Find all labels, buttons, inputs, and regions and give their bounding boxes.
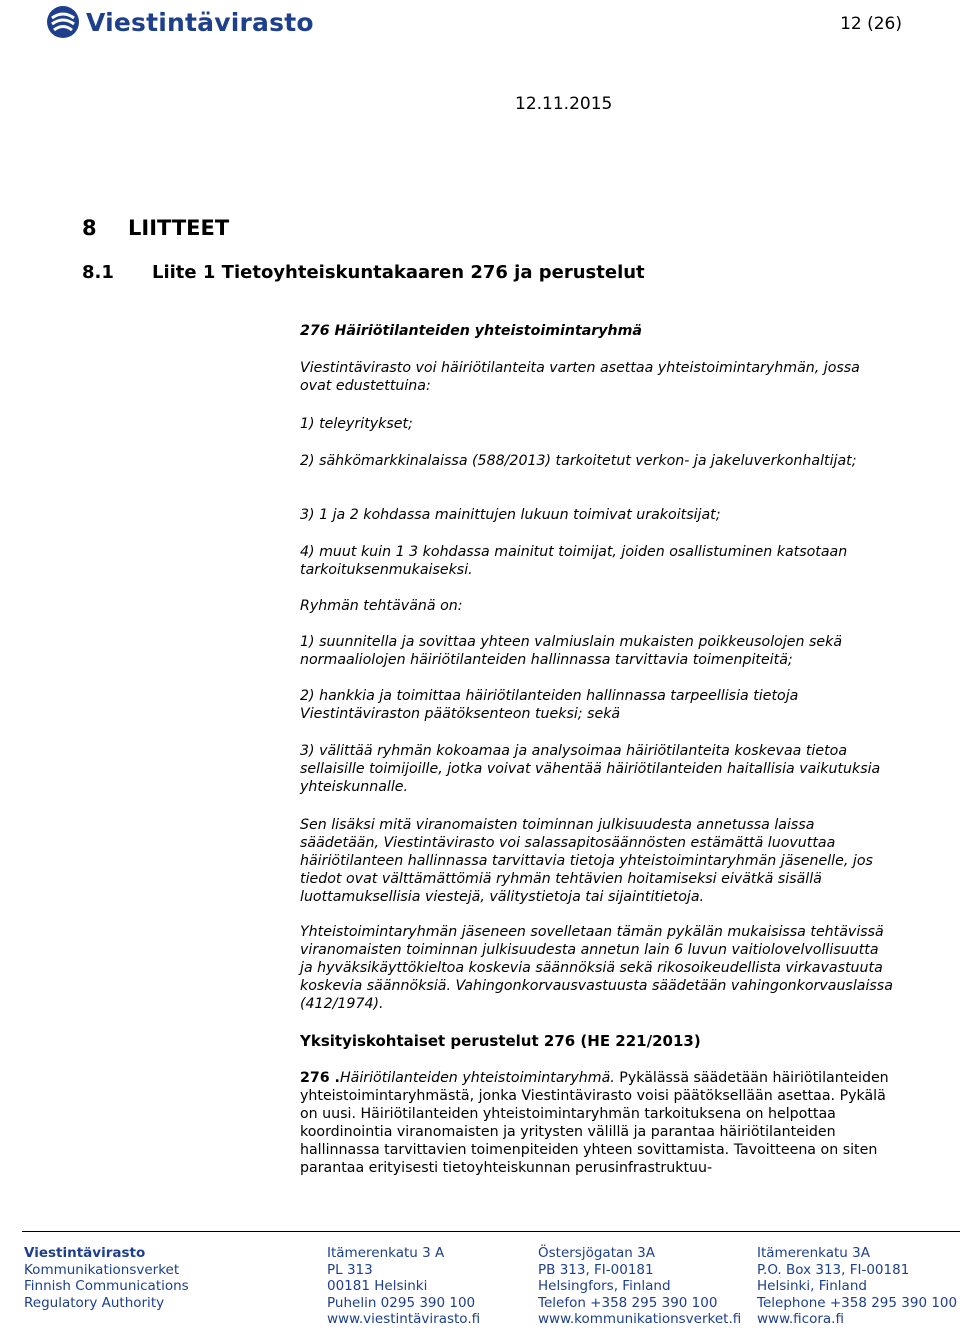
footer-line: Viestintävirasto	[24, 1245, 146, 1261]
footer-line: Itämerenkatu 3 A	[327, 1245, 445, 1261]
section-heading	[82, 216, 229, 240]
subsection-number: 8.1	[82, 262, 114, 283]
law-paragraph-confidentiality: Sen lisäksi mitä viranomaisten toiminnan julkisuudesta annetussa laissa säädetään, Viestintävirasto voi salassapitosäännösten estämättä luovuttaa häiriötilanteen hallinnassa tarvittavia tietoja yhteistoimintaryhmän jäsenelle, jos tiedot ovat välttämättömiä ryhmän tehtävien hoitamiseksi eivätkä sisällä luottamuksellisia viestejä, välitystietoja tai sijaintitietoja.	[300, 817, 873, 905]
footer-line: PB 313, FI-00181	[538, 1261, 654, 1278]
rationale-section-title: Häiriötilanteiden yhteistoimintaryhmä.	[339, 1070, 615, 1086]
footer-divider	[22, 1231, 960, 1232]
section-title: LIITTEET	[128, 216, 230, 240]
law-item-3: 3) 1 ja 2 kohdassa mainittujen lukuun toimivat urakoitsijat;	[300, 507, 721, 523]
footer-line: Helsinki, Finland	[757, 1278, 867, 1294]
footer-line: Puhelin 0295 390 100	[327, 1294, 476, 1311]
footer-website-link[interactable]: www.ficora.fi	[757, 1311, 844, 1327]
law-task-2: 2) hankkia ja toimittaa häiriötilanteiden hallinnassa tarpeellisia tietoja Viestintäviraston päätöksenteon tueksi; sekä	[300, 688, 799, 722]
brand-logo	[46, 4, 314, 40]
law-item-1: 1) teleyritykset;	[300, 416, 413, 432]
footer-line: Kommunikationsverket	[24, 1261, 180, 1278]
footer-column-english	[757, 1245, 957, 1328]
footer-line: P.O. Box 313, FI-00181	[757, 1261, 910, 1278]
footer-line: 00181 Helsinki	[327, 1278, 428, 1294]
logo-text: Viestintävirasto	[86, 7, 314, 37]
law-task-3: 3) välittää ryhmän kokoamaa ja analysoimaa häiriötilanteita koskevaa tietoa sellaisille toimijoille, jotka voivat vähentää häiriötilanteiden haitallisia vaikutuksia yhteiskunnalle.	[300, 743, 881, 795]
rationale-section-number: 276 .	[300, 1070, 340, 1086]
footer-website-link[interactable]: www.kommunikationsverket.fi	[538, 1311, 742, 1327]
rationale-heading: Yksityiskohtaiset perustelut 276 (HE 221/2013)	[300, 1032, 701, 1050]
footer-line: Finnish Communications	[24, 1278, 189, 1294]
footer-line: Telefon +358 295 390 100	[538, 1294, 718, 1311]
law-task-1: 1) suunnitella ja sovittaa yhteen valmiuslain mukaisten poikkeusolojen sekä normaaliolojen häiriötilanteiden hallinnassa tarvittavia toimenpiteitä;	[300, 634, 843, 668]
footer-column-agency	[24, 1245, 189, 1311]
law-section-title: 276 Häiriötilanteiden yhteistoimintaryhmä	[300, 323, 642, 339]
footer-line: Itämerenkatu 3A	[757, 1245, 870, 1261]
law-intro: Viestintävirasto voi häiriötilanteita varten asettaa yhteistoimintaryhmän, jossa ovat edustettuina:	[300, 360, 860, 394]
law-item-2: 2) sähkömarkkinalaissa (588/2013) tarkoitetut verkon- ja jakeluverkonhaltijat;	[300, 453, 857, 469]
footer-website-link[interactable]: www.viestintävirasto.fi	[327, 1311, 481, 1327]
footer-line: Östersjögatan 3A	[538, 1245, 655, 1261]
footer-line: Regulatory Authority	[24, 1294, 165, 1311]
footer-column-swedish	[538, 1245, 741, 1328]
document-date: 12.11.2015	[515, 94, 613, 114]
subsection-title: Liite 1 Tietoyhteiskuntakaaren 276 ja perustelut	[152, 262, 645, 283]
section-number: 8	[82, 216, 97, 240]
rationale-paragraph	[300, 1069, 894, 1177]
law-paragraph-members: Yhteistoimintaryhmän jäseneen sovelletaan tämän pykälän mukaisissa tehtävissä viranomaisten toiminnan julkisuudesta annetun lain 6 luvun vaitiolovelvollisuutta ja hyväksikäyttökieltoa koskevia säännöksiä sekä rikosoikeudellista virkavastuuta koskevia säännöksiä. Vahingonkorvausvastuusta säädetään vahingonkorvauslaissa (412/1974).	[300, 924, 893, 1012]
footer-line: Telephone +358 295 390 100	[757, 1294, 958, 1311]
rationale-body: Pykälässä säädetään häiriötilanteiden yhteistoimintaryhmästä, jonka Viestintävirasto voisi päätöksellään asettaa. Pykälä on uusi. Häiriötilanteiden yhteistoimintaryhmän tarkoituksena on helpottaa koordinointia viranomaisten ja yritysten välillä ja parantaa häiriötilanteiden hallinnassa tarvittavien toimenpiteiden yhteen sovittamista. Tavoitteena on siten parantaa erityisesti tietoyhteiskunnan perusinfrastruktuu-	[300, 1070, 889, 1176]
viestintavirasto-emblem-icon	[46, 5, 80, 39]
law-tasks-intro: Ryhmän tehtävänä on:	[300, 598, 463, 614]
subsection-heading	[82, 262, 645, 283]
footer-column-finnish	[327, 1245, 480, 1328]
footer-line: Helsingfors, Finland	[538, 1278, 671, 1294]
page-number: 12 (26)	[840, 14, 902, 34]
law-item-4: 4) muut kuin 1 3 kohdassa mainitut toimijat, joiden osallistuminen katsotaan tarkoituksenmukaiseksi.	[300, 544, 848, 578]
footer-line: PL 313	[327, 1261, 373, 1278]
